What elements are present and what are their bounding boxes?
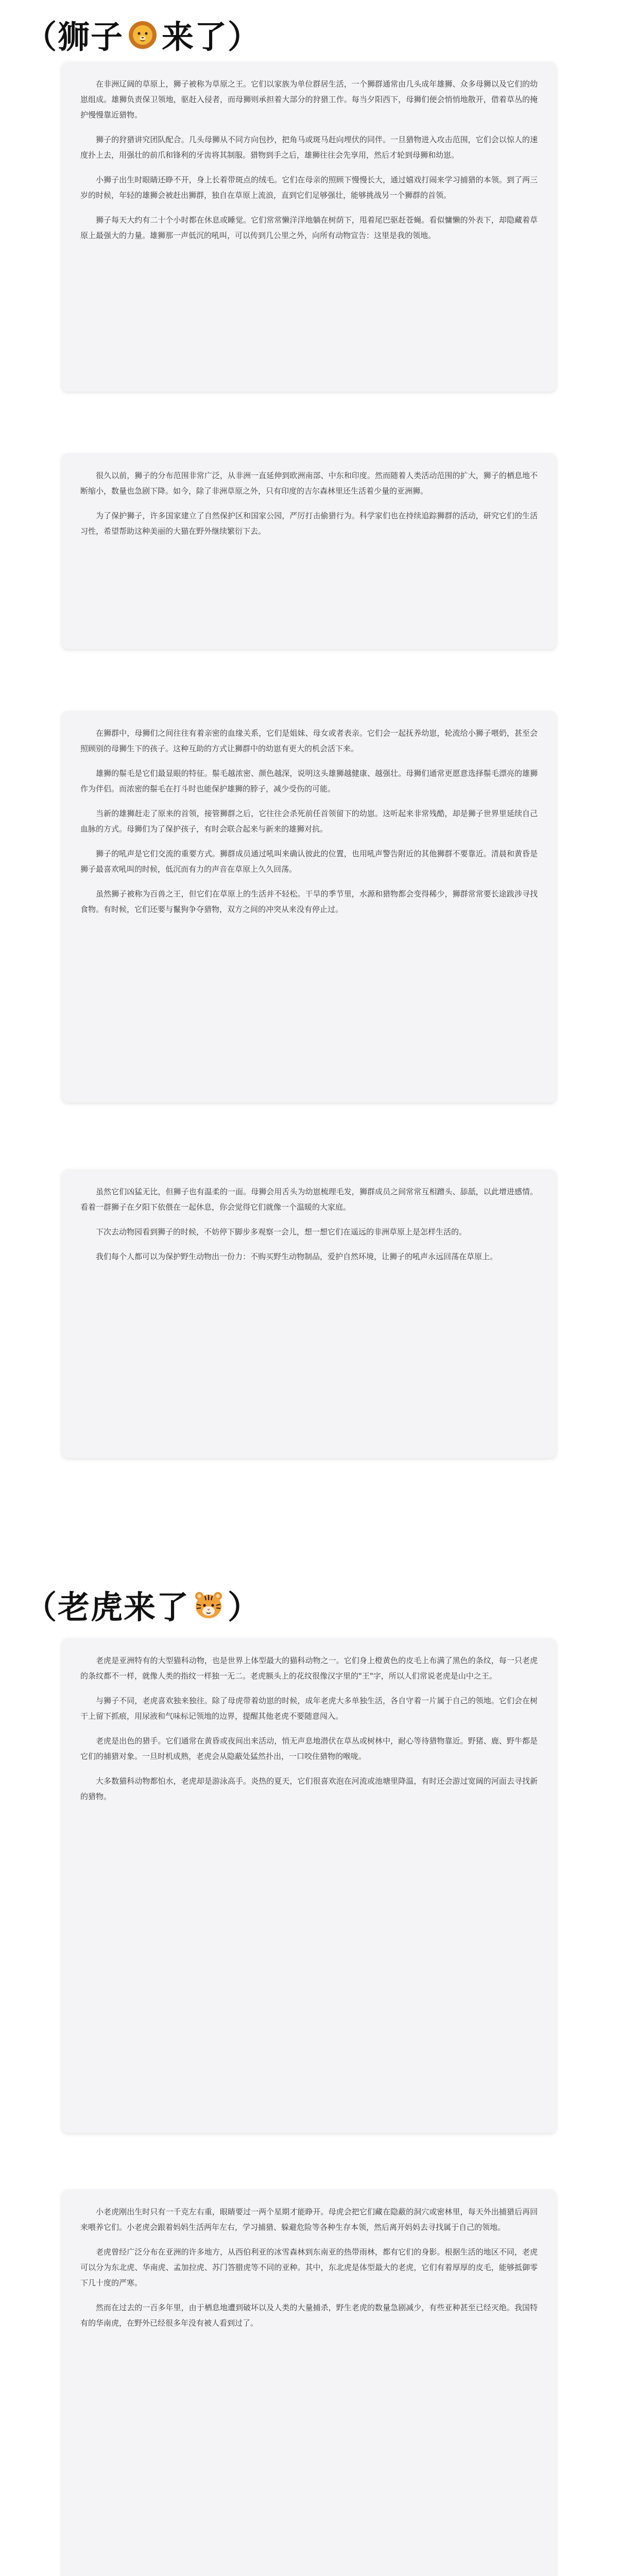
tiger-face-icon <box>193 1589 225 1621</box>
paragraph: 虽然它们凶猛无比，但狮子也有温柔的一面。母狮会用舌头为幼崽梳理毛发，狮群成员之间常常互相蹭头、舔舐，以此增进感情。看着一群狮子在夕阳下依偎在一起休息，你会觉得它们就像一个温暖的大家庭。 <box>80 1187 538 1212</box>
paragraph: 雄狮的鬃毛是它们最显眼的特征。鬃毛越浓密、颜色越深，说明这头雄狮越健康、越强壮。母狮们通常更愿意选择鬃毛漂亮的雄狮作为伴侣。而浓密的鬃毛在打斗时也能保护雄狮的脖子，减少受伤的可能。 <box>80 769 538 793</box>
paragraph: 我们每个人都可以为保护野生动物出一份力：不购买野生动物制品，爱护自然环境，让狮子的吼声永远回荡在草原上。 <box>96 1252 498 1261</box>
section-title-close: 来了） <box>162 18 261 56</box>
paragraph: 狮子的狩猎讲究团队配合。几头母狮从不同方向包抄，把角马或斑马赶向埋伏的同伴。一旦猎物进入攻击范围，它们会以惊人的速度扑上去，用强壮的前爪和锋利的牙齿将其制服。猎物到手之后，雄狮往往会先享用，然后才轮到母狮和幼崽。 <box>80 135 538 160</box>
paragraph: 小老虎刚出生时只有一千克左右重，眼睛要过一两个星期才能睁开。母虎会把它们藏在隐蔽的洞穴或密林里，每天外出捕猎后再回来喂养它们。小老虎会跟着妈妈生活两年左右，学习捕猎、躲避危险等各种生存本领，然后离开妈妈去寻找属于自己的领地。 <box>80 2207 538 2232</box>
paragraph: 很久以前，狮子的分布范围非常广泛，从非洲一直延伸到欧洲南部、中东和印度。然而随着人类活动范围的扩大，狮子的栖息地不断缩小，数量也急剧下降。如今，除了非洲草原之外，只有印度的吉尔森林里还生活着少量的亚洲狮。 <box>80 471 538 496</box>
paragraph: 在狮群中，母狮们之间往往有着亲密的血缘关系，它们是姐妹、母女或者表亲。它们会一起抚养幼崽，轮流给小狮子喂奶，甚至会照顾别的母狮生下的孩子。这种互助的方式让狮群中的幼崽有更大的机会活下来。 <box>80 728 538 753</box>
paragraph: 小狮子出生时眼睛还睁不开，身上长着带斑点的绒毛。它们在母亲的照顾下慢慢长大，通过嬉戏打闹来学习捕猎的本领。到了两三岁的时候，年轻的雄狮会被赶出狮群，独自在草原上流浪，直到它们足够强壮，能够挑战另一个狮群的首领。 <box>80 175 538 200</box>
paragraph: 与狮子不同，老虎喜欢独来独往。除了母虎带着幼崽的时候，成年老虎大多单独生活，各自守着一片属于自己的领地。它们会在树干上留下抓痕，用尿液和气味标记领地的边界，提醒其他老虎不要随意闯入。 <box>80 1696 538 1721</box>
paragraph: 然而在过去的一百多年里，由于栖息地遭到破坏以及人类的大量捕杀，野生老虎的数量急剧减少，有些亚种甚至已经灭绝。我国特有的华南虎，在野外已经很多年没有被人看到过了。 <box>80 2303 538 2328</box>
section-title-open: （狮子 <box>25 18 124 56</box>
paragraph: 狮子的吼声是它们交流的重要方式。狮群成员通过吼叫来确认彼此的位置，也用吼声警告附近的其他狮群不要靠近。清晨和黄昏是狮子最喜欢吼叫的时候，低沉而有力的声音在草原上久久回荡。 <box>80 849 538 874</box>
section-title-close: ） <box>228 1588 261 1626</box>
paragraph: 老虎是亚洲特有的大型猫科动物，也是世界上体型最大的猫科动物之一。它们身上橙黄色的皮毛上布满了黑色的条纹，每一只老虎的条纹都不一样，就像人类的指纹一样独一无二。老虎额头上的花纹很像汉字里的"王"字，所以人们常说老虎是山中之王。 <box>80 1656 538 1681</box>
lion-face-icon <box>127 19 159 50</box>
text-card <box>62 1638 556 2133</box>
paragraph: 在非洲辽阔的草原上，狮子被称为草原之王。它们以家族为单位群居生活，一个狮群通常由几头成年雄狮、众多母狮以及它们的幼崽组成。雄狮负责保卫领地，驱赶入侵者，而母狮则承担着大部分的狩猎工作。每当夕阳西下，母狮们便会悄悄地散开，借着草丛的掩护慢慢靠近猎物。 <box>80 79 538 120</box>
text-card <box>62 711 556 1103</box>
text-card <box>62 62 556 392</box>
paragraph: 老虎曾经广泛分布在亚洲的许多地方，从西伯利亚的冰雪森林到东南亚的热带雨林，都有它们的身影。根据生活的地区不同，老虎可以分为东北虎、华南虎、孟加拉虎、苏门答腊虎等不同的亚种。其中，东北虎是体型最大的老虎，它们有着厚厚的皮毛，能够抵御零下几十度的严寒。 <box>80 2247 538 2287</box>
paragraph: 当新的雄狮赶走了原来的首领，接管狮群之后，它往往会杀死前任首领留下的幼崽。这听起来非常残酷，却是狮子世界里延续自己血脉的方式。母狮们为了保护孩子，有时会联合起来与新来的雄狮对抗。 <box>80 809 538 834</box>
section-title-tiger <box>25 1582 261 1628</box>
paragraph: 老虎是出色的猎手。它们通常在黄昏或夜间出来活动，悄无声息地潜伏在草丛或树林中，耐心等待猎物靠近。野猪、鹿、野牛都是它们的捕猎对象。一旦时机成熟，老虎会从隐蔽处猛然扑出，一口咬住猎物的喉咙。 <box>80 1736 538 1761</box>
text-card <box>62 1170 556 1458</box>
paragraph: 虽然狮子被称为百兽之王，但它们在草原上的生活并不轻松。干旱的季节里，水源和猎物都会变得稀少，狮群常常要长途跋涉寻找食物。有时候，它们还要与鬣狗争夺猎物，双方之间的冲突从来没有停止过。 <box>80 889 538 914</box>
section-title-lion <box>25 11 261 57</box>
paragraph: 狮子每天大约有二十个小时都在休息或睡觉。它们常常懒洋洋地躺在树荫下，甩着尾巴驱赶苍蝇。看似慵懒的外表下，却隐藏着草原上最强大的力量。雄狮那一声低沉的吼叫，可以传到几公里之外，向所有动物宣告：这里是我的领地。 <box>80 215 538 240</box>
text-card <box>62 2190 556 2576</box>
paragraph: 大多数猫科动物都怕水，老虎却是游泳高手。炎热的夏天，它们很喜欢泡在河流或池塘里降温，有时还会游过宽阔的河面去寻找新的猎物。 <box>80 1776 538 1801</box>
paragraph: 下次去动物园看到狮子的时候，不妨停下脚步多观察一会儿，想一想它们在遥远的非洲草原上是怎样生活的。 <box>96 1227 467 1236</box>
paragraph: 为了保护狮子，许多国家建立了自然保护区和国家公园，严厉打击偷猎行为。科学家们也在持续追踪狮群的活动，研究它们的生活习性，希望帮助这种美丽的大猫在野外继续繁衍下去。 <box>80 511 538 536</box>
text-card <box>62 453 556 649</box>
section-title-open: （老虎来了 <box>25 1588 190 1626</box>
